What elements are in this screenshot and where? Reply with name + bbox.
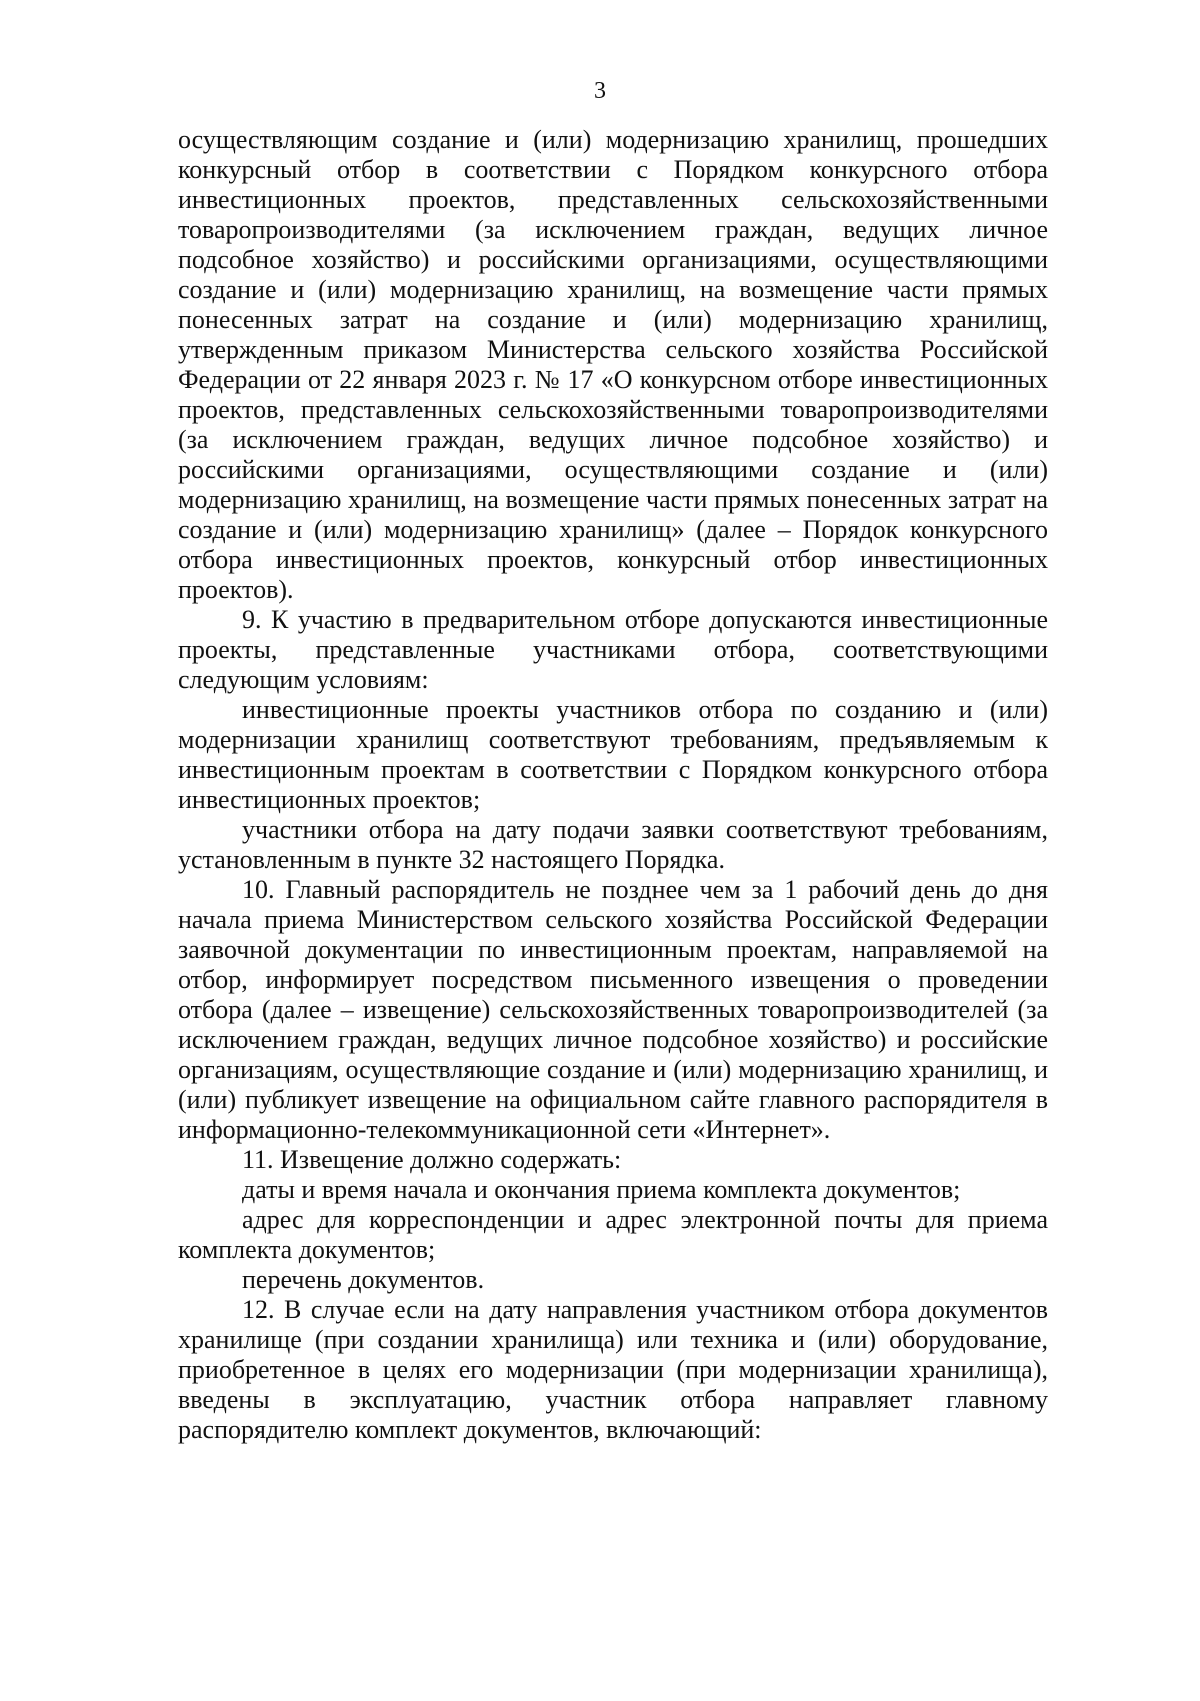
page-number: 3 <box>594 78 606 104</box>
paragraph-item-10: 10. Главный распорядитель не позднее чем за 1 рабочий день до дня начала приема Министерством сельского хозяйства Российской Федерации заявочной документации по инвестиционным проектам, направляемой на отбор, информирует посредством письменного извещения о проведении отбора (далее – извещение) сельскохозяйственных товаропроизводителей (за исключением граждан, ведущих личное подсобное хозяйство) и российские организациям, осуществляющие создание и (или) модернизацию хранилищ, и (или) публикует извещение на официальном сайте главного распорядителя в информационно-телекоммуникационной сети «Интернет». <box>178 875 1048 1144</box>
paragraph-notice-address: адрес для корреспонденции и адрес электронной почты для приема комплекта документов; <box>178 1205 1048 1264</box>
paragraph-notice-list: перечень документов. <box>242 1265 485 1294</box>
paragraph-item-11: 11. Извещение должно содержать: <box>242 1145 622 1174</box>
paragraph-item-9: 9. К участию в предварительном отборе допускаются инвестиционные проекты, представленные участниками отбора, соответствующими следующим условиям: <box>178 605 1048 694</box>
paragraph-condition-1: инвестиционные проекты участников отбора по созданию и (или) модернизации хранилищ соответствуют требованиям, предъявляемым к инвестиционным проектам в соответствии с Порядком конкурсного отбора инвестиционных проектов; <box>178 695 1048 814</box>
document-body <box>178 125 1048 1445</box>
paragraph-condition-2: участники отбора на дату подачи заявки соответствуют требованиям, установленным в пункте 32 настоящего Порядка. <box>178 815 1048 874</box>
paragraph-continuation: осуществляющим создание и (или) модернизацию хранилищ, прошедших конкурсный отбор в соответствии с Порядком конкурсного отбора инвестиционных проектов, представленных сельскохозяйственными товаропроизводителями (за исключением граждан, ведущих личное подсобное хозяйство) и российскими организациями, осуществляющими создание и (или) модернизацию хранилищ, на возмещение части прямых понесенных затрат на создание и (или) модернизацию хранилищ, утвержденным приказом Министерства сельского хозяйства Российской Федерации от 22 января 2023 г. № 17 «О конкурсном отборе инвестиционных проектов, представленных сельскохозяйственными товаропроизводителями (за исключением граждан, ведущих личное подсобное хозяйство) и российскими организациями, осуществляющими создание и (или) модернизацию хранилищ, на возмещение части прямых понесенных затрат на создание и (или) модернизацию хранилищ» (далее – Порядок конкурсного отбора инвестиционных проектов, конкурсный отбор инвестиционных проектов). <box>178 125 1048 604</box>
paragraph-item-12: 12. В случае если на дату направления участником отбора документов хранилище (при создании хранилища) или техника и (или) оборудование, приобретенное в целях его модернизации (при модернизации хранилища), введены в эксплуатацию, участник отбора направляет главному распорядителю комплект документов, включающий: <box>178 1295 1048 1444</box>
paragraph-notice-dates: даты и время начала и окончания приема комплекта документов; <box>242 1175 961 1204</box>
